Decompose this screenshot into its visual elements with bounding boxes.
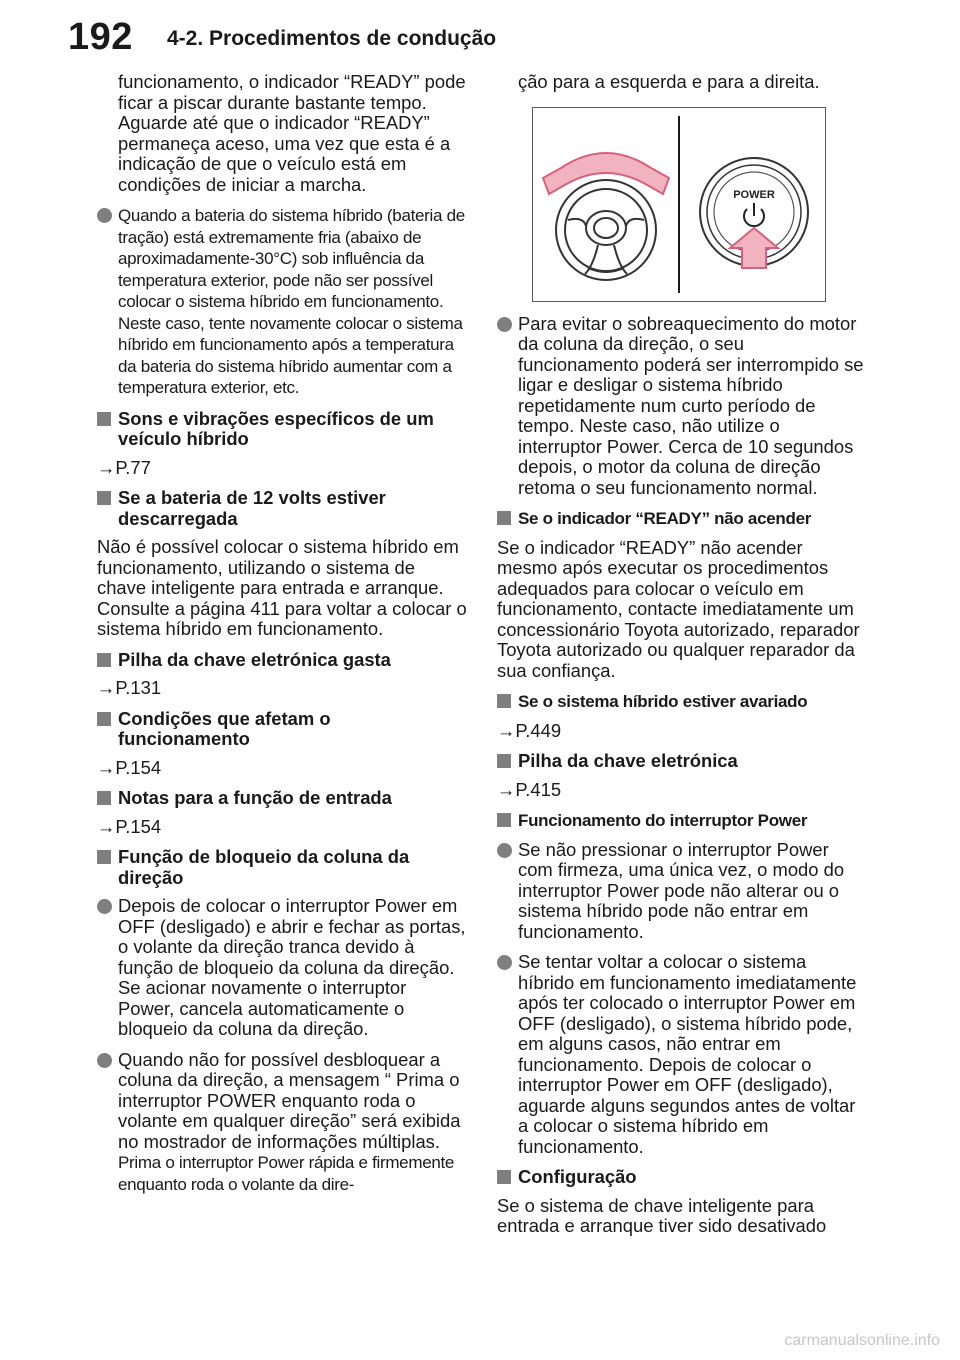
right-column bbox=[497, 72, 867, 1247]
heading-hybrid-malfunction: Se o sistema híbrido estiver avariado bbox=[497, 691, 867, 713]
heading-square-icon bbox=[497, 754, 511, 768]
bullet-dot-icon bbox=[97, 1053, 112, 1068]
heading-square-icon bbox=[497, 813, 511, 827]
intro-continuation: funcionamento, o indicador “READY” pode ficar a piscar durante bastante tempo. Aguarde até que o indicador “READY” permaneça aceso, uma vez que esta é a indicação de que o veículo está em condições de iniciar a marcha. bbox=[118, 71, 466, 195]
paragraph-ready-indicator: Se o indicador “READY” não acender mesmo após executar os procedimentos adequados para colocar o veículo em funcionamento, contacte imediatamente um concessionário Toyota autorizado, reparador Toyota autorizado ou qualquer reparador da sua confiança. bbox=[497, 536, 860, 681]
section-title: 4-2. Procedimentos de condução bbox=[167, 27, 497, 50]
bullet-dot-icon bbox=[497, 843, 512, 858]
heading-square-icon bbox=[497, 694, 511, 708]
heading-power-switch: Funcionamento do interruptor Power bbox=[497, 810, 867, 832]
bullet-steering-lock-1: Depois de colocar o interruptor Power em OFF (desligado) e abrir e fechar as portas, o volante da direção tranca devido à função de bloqueio da coluna da direção. Se acionar novamente o interruptor Power, cancela automaticamente o bloqueio da coluna da direção. bbox=[97, 896, 467, 1040]
press-arrow-icon bbox=[730, 228, 778, 268]
steering-wheel-power-illustration bbox=[533, 108, 825, 301]
heading-configuration: Configuração bbox=[497, 1167, 867, 1188]
page-reference: →P.154 bbox=[97, 815, 162, 837]
heading-square-icon bbox=[97, 491, 111, 505]
bullet-cold-battery: Quando a bateria do sistema híbrido (bateria de tração) está extremamente fria (abaixo de aproximadamente-30°C) sob influência da temperatura exterior, pode não ser possível colocar o sistema híbrido em funcionamento. Neste caso, tente novamente colocar o sistema híbrido em funcionamento após a temperatura da bateria do sistema híbrido aumentar com a temperatura exterior, etc. bbox=[97, 205, 467, 399]
page-reference: →P.415 bbox=[497, 778, 562, 800]
heading-key-cell: Pilha da chave eletrónica bbox=[497, 751, 867, 772]
heading-square-icon bbox=[97, 412, 111, 426]
heading-square-icon bbox=[497, 511, 511, 525]
page-header bbox=[0, 0, 960, 80]
heading-square-icon bbox=[497, 1170, 511, 1184]
bullet-power-switch-1: Se não pressionar o interruptor Power com firmeza, uma única vez, o modo do interruptor Power pode não alterar ou o sistema híbrido pode não entrar em funcionamento. bbox=[497, 840, 867, 943]
page-reference: →P.131 bbox=[97, 677, 162, 698]
heading-square-icon bbox=[97, 712, 111, 726]
heading-conditions: Condições que afetam o funcionamento bbox=[97, 709, 467, 750]
heading-entry-notes: Notas para a função de entrada bbox=[97, 788, 467, 809]
right-continuation: ção para a esquerda e para a direita. bbox=[518, 71, 820, 92]
figure-steering-power bbox=[532, 107, 826, 302]
bullet-dot-icon bbox=[97, 899, 112, 914]
heading-square-icon bbox=[97, 850, 111, 864]
bullet-dot-icon bbox=[497, 317, 512, 332]
bullet-overheat: Para evitar o sobreaquecimento do motor da coluna da direção, o seu funcionamento poderá ser interrompido se ligar e desligar o sistema híbrido repetidamente num curto período de tempo. Neste caso, não utilize o interruptor Power. Cerca de 10 segundos depois, o motor da coluna de direção retoma o seu funcionamento normal. bbox=[497, 314, 867, 499]
heading-square-icon bbox=[97, 791, 111, 805]
heading-hybrid-sounds: Sons e vibrações específicos de um veículo híbrido bbox=[97, 409, 467, 450]
bullet-dot-icon bbox=[97, 208, 112, 223]
page-reference: →P.77 bbox=[97, 456, 151, 478]
bullet-dot-icon bbox=[497, 955, 512, 970]
page-number: 192 bbox=[68, 16, 133, 58]
watermark: carmanualsonline.info bbox=[784, 1332, 940, 1349]
power-label: POWER bbox=[733, 188, 775, 201]
left-column bbox=[97, 72, 467, 1205]
bullet-power-switch-2: Se tentar voltar a colocar o sistema híbrido em funcionamento imediatamente após ter colocado o interruptor Power em OFF (desligado), o sistema híbrido pode, em alguns casos, não entrar em funcionamento. Depois de colocar o interruptor Power em OFF (desligado), aguarde alguns segundos antes de voltar a colocar o sistema híbrido em funcionamento. bbox=[497, 952, 867, 1157]
steering-wheel-icon bbox=[556, 180, 656, 280]
bullet-steering-lock-2: Quando não for possível desbloquear a coluna da direção, a mensagem “ Prima o interruptor POWER enquanto roda o volante em qualquer direção” será exibida no mostrador de informações múltiplas. Prima o interruptor Power rápida e firmemente enquanto roda o volante da dire- bbox=[97, 1050, 467, 1196]
heading-12v-battery: Se a bateria de 12 volts estiver descarregada bbox=[97, 488, 467, 529]
rotate-arrow-icon bbox=[543, 153, 669, 194]
heading-square-icon bbox=[97, 653, 111, 667]
page-reference: →P.449 bbox=[497, 719, 562, 741]
heading-ready-indicator: Se o indicador “READY” não acender bbox=[497, 508, 867, 530]
heading-key-battery: Pilha da chave eletrónica gasta bbox=[97, 650, 467, 671]
paragraph-configuration: Se o sistema de chave inteligente para entrada e arranque tiver sido desativado bbox=[497, 1194, 827, 1236]
heading-steering-lock: Função de bloqueio da coluna da direção bbox=[97, 847, 467, 888]
paragraph-12v-battery: Não é possível colocar o sistema híbrido em funcionamento, utilizando o sistema de chave inteligente para entrada e arranque. Consulte a página 411 para voltar a colocar o sistema híbrido em funcionamento. bbox=[97, 536, 467, 639]
page-reference: →P.154 bbox=[97, 756, 162, 778]
